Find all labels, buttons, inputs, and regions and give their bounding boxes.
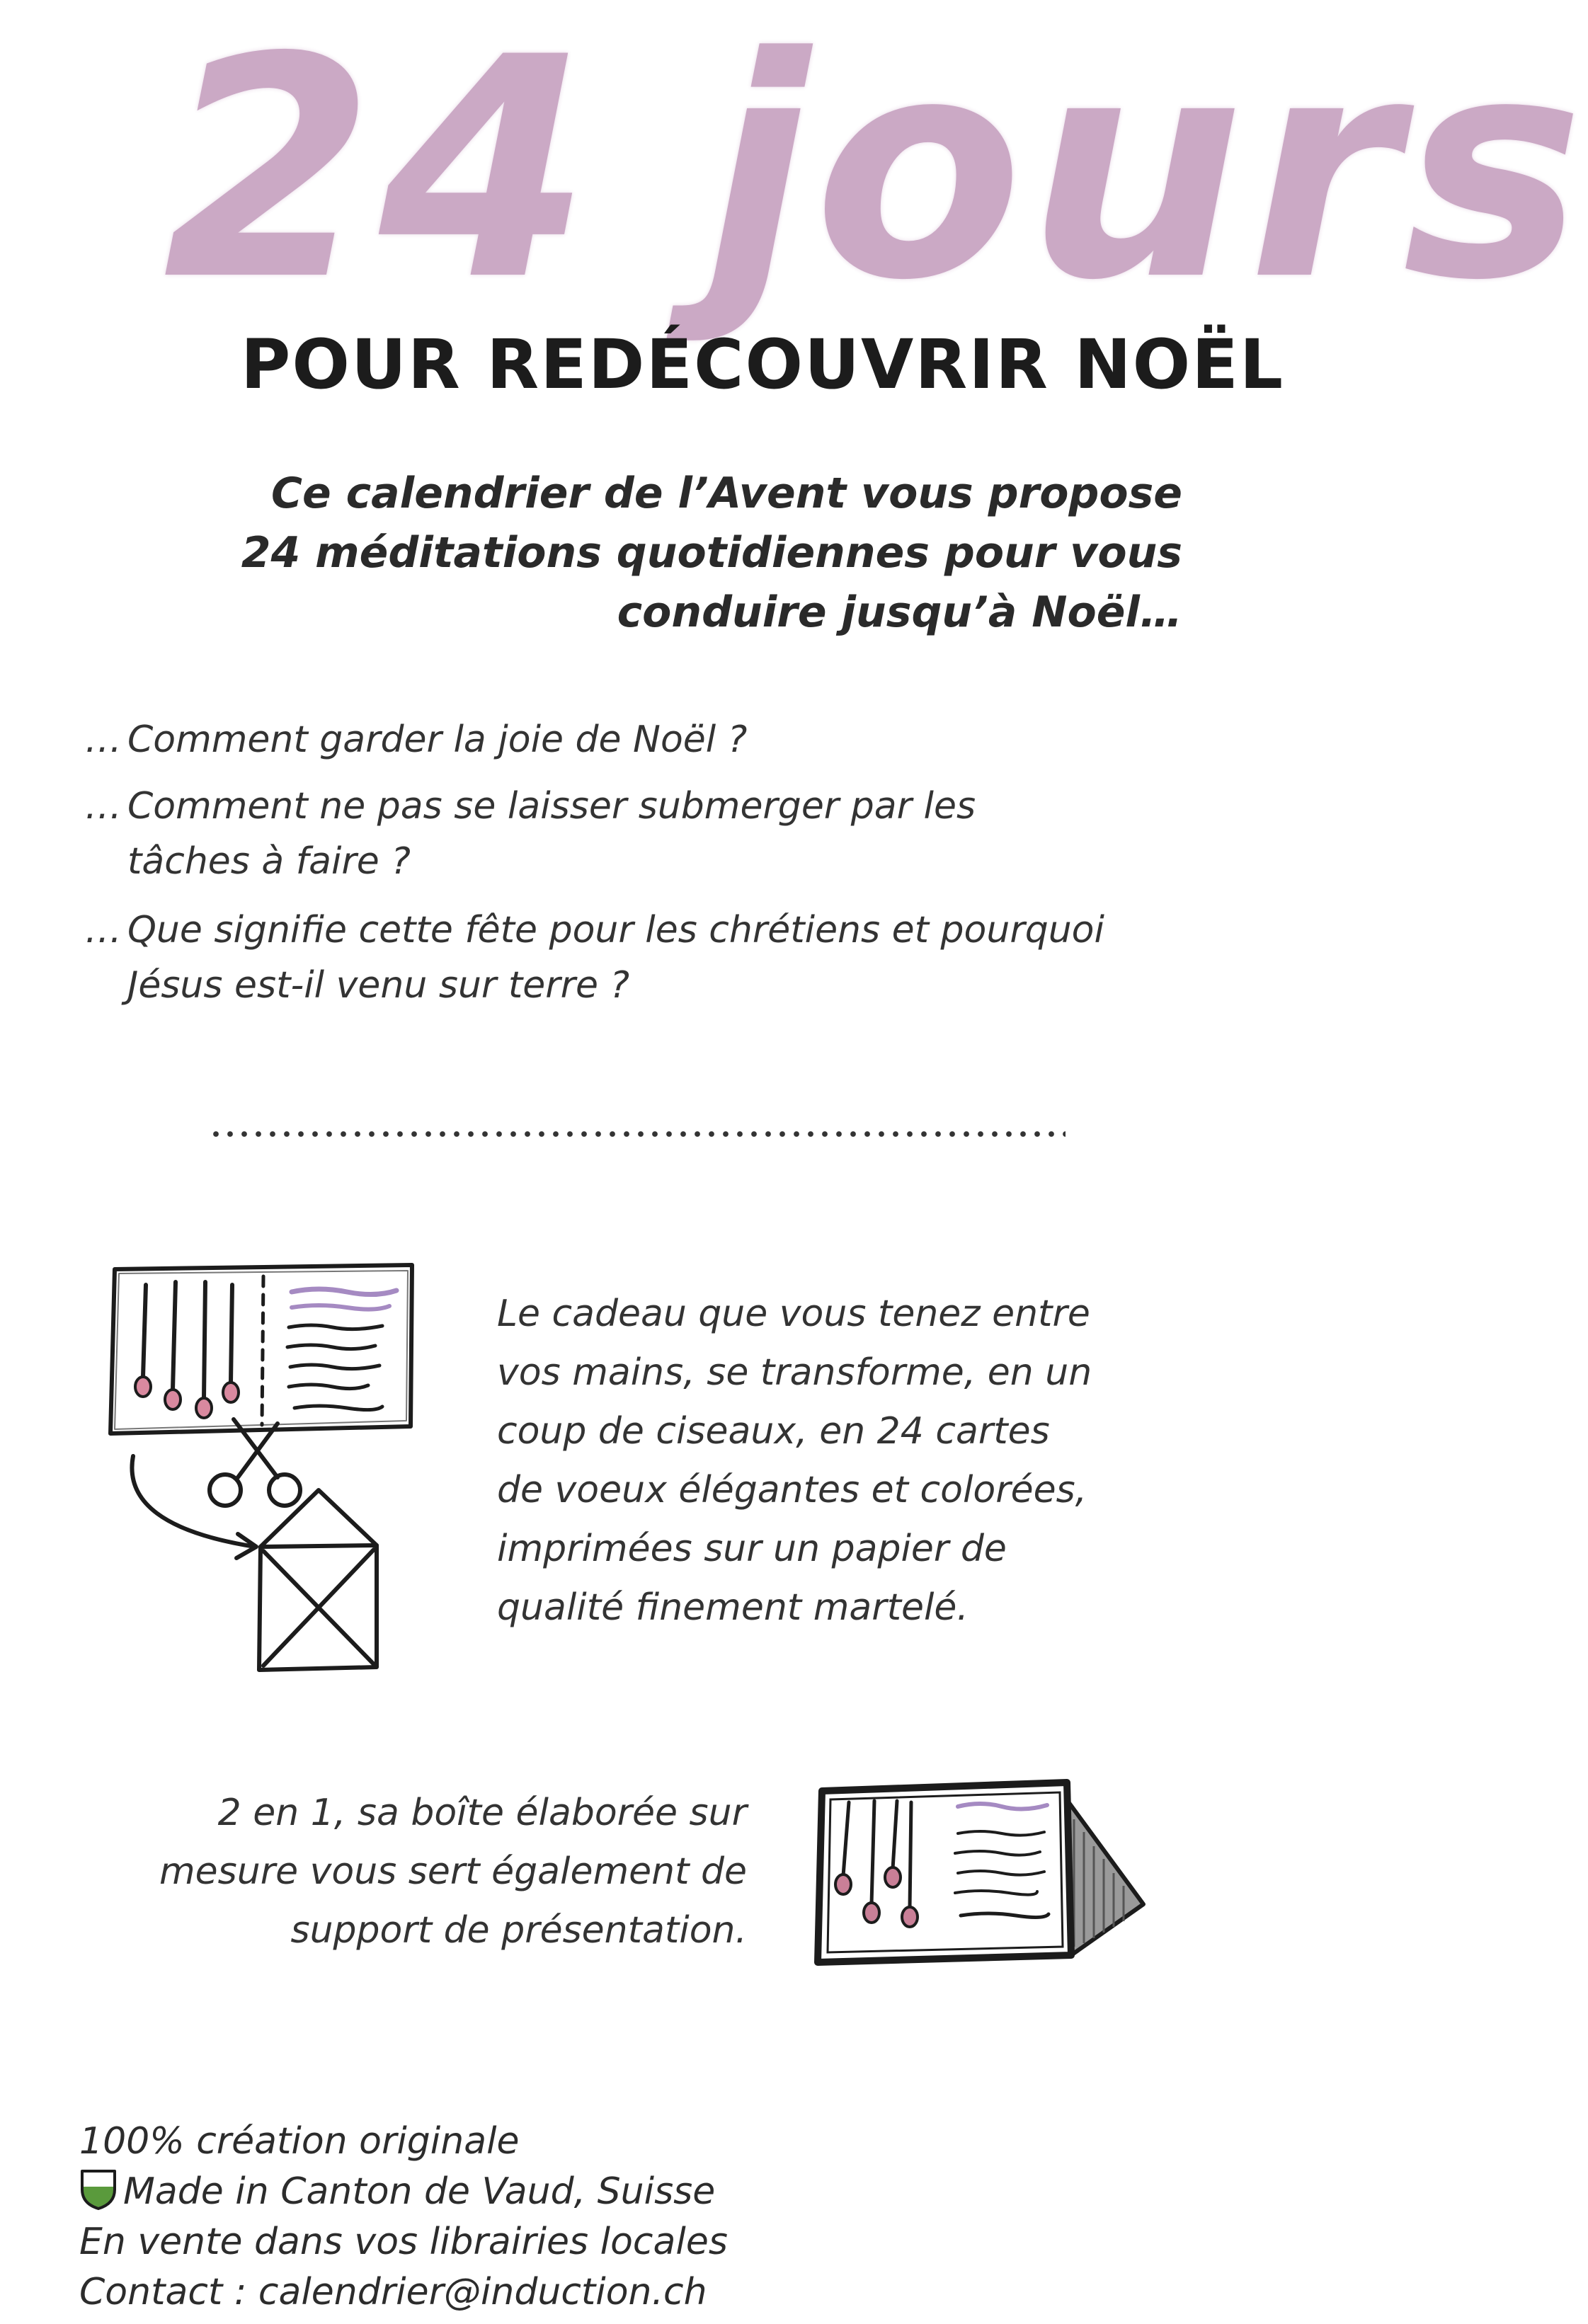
box-line: 2 en 1, sa boîte élaborée sur (217, 1792, 747, 1834)
question-text-continued: Jésus est-il venu sur terre ? (127, 964, 630, 1007)
gift-line: vos mains, se transforme, en un (497, 1351, 1092, 1394)
question-text-continued: tâches à faire ? (127, 840, 411, 883)
hero-subtitle: POUR REDÉCOUVRIR NOËL (241, 325, 1285, 404)
intro-line: conduire jusqu’à Noël… (617, 588, 1182, 637)
intro-paragraph (212, 464, 1182, 642)
gift-line: coup de ciseaux, en 24 cartes (497, 1410, 1050, 1453)
question-text: Comment garder la joie de Noël ? (127, 719, 748, 761)
box-line: support de présentation. (290, 1909, 747, 1952)
gift-line: imprimées sur un papier de (497, 1528, 1007, 1570)
footer-sale: En vente dans vos librairies locales (79, 2221, 728, 2263)
ellipsis-bullet: … (85, 719, 122, 761)
dotted-separator (209, 1131, 1066, 1137)
question-text: Que signifie cette fête pour les chrétiens et pourquoi (127, 909, 1104, 951)
box-line: mesure vous sert également de (159, 1850, 747, 1893)
ellipsis-bullet: … (85, 785, 122, 828)
question-text: Comment ne pas se laisser submerger par les (127, 785, 976, 828)
gift-paragraph (497, 1285, 1148, 1637)
footer-contact[interactable]: Contact : calendrier@induction.ch (79, 2271, 707, 2313)
ellipsis-bullet: … (85, 909, 122, 951)
footer-made-in-row (79, 2167, 1070, 2217)
card-sheet-scissors-envelope-icon (99, 1257, 425, 1681)
hero-title: 24 jours (163, 0, 1588, 347)
box-paragraph (106, 1784, 747, 1960)
gift-line: de voeux élégantes et colorées, (497, 1469, 1087, 1511)
intro-line: 24 méditations quotidiennes pour vous (241, 528, 1182, 578)
intro-line: Ce calendrier de l’Avent vous propose (270, 469, 1182, 518)
footer-original: 100% création originale (79, 2120, 520, 2163)
question-item (85, 712, 1133, 767)
footer-info (79, 2117, 1070, 2318)
gift-line: Le cadeau que vous tenez entre (497, 1293, 1090, 1335)
question-item (85, 779, 1133, 889)
question-item (85, 903, 1133, 1013)
vaud-shield-icon (79, 2168, 118, 2211)
footer-made-in: Made in Canton de Vaud, Suisse (123, 2170, 716, 2213)
gift-line: qualité finement martelé. (497, 1586, 969, 1629)
calendar-stand-icon (804, 1770, 1158, 1982)
